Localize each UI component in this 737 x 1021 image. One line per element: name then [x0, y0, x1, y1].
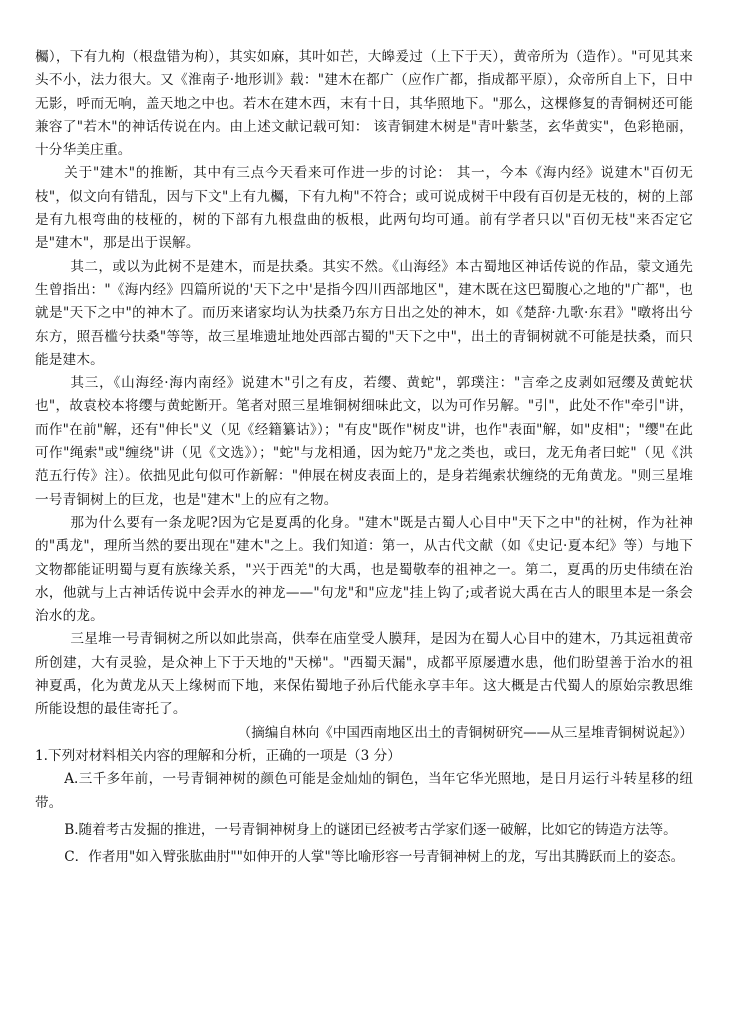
paragraph-5: 那为什么要有一条龙呢?因为它是夏禹的化身。"建木"既是古蜀人心目中"天下之中"的社树，作为社神的"禹龙"，理所当然的要出现在"建木"之上。我们知道：第一，从古代文献（如《史记·夏本纪》等）与地下文物都能证明蜀与夏有族缘关系，"兴于西羌"的大禹，也是蜀敬奉的祖神之一。第二，夏禹的历史伟绩在治水，他就与上古神话传说中会弄水的神龙——"句龙"和"应龙"挂上钩了;或者说大禹在古人的眼里本是一条会治水的龙。 — [35, 514, 693, 625]
option-b: B.随着考古发掘的推进，一号青铜神树身上的谜团已经被考古学家们逐一破解，比如它的铸造方法等。 — [64, 821, 677, 838]
option-c: C．作者用"如入臂张肱曲肘""如伸开的人掌"等比喻形容一号青铜神树上的龙，写出其腾跃而上的姿态。 — [64, 849, 685, 866]
question-stem: 1.下列对材料相关内容的理解和分析，正确的一项是（3 分） — [35, 747, 401, 764]
paragraph-6: 三星堆一号青铜树之所以如此崇高，供奉在庙堂受人膜拜，是因为在蜀人心目中的建木，乃其远祖黄帝所创建，大有灵验，是众神上下于天地的"天梯"。"西蜀天漏"，成都平原屡遭水患，他们盼望善于治水的祖神夏禹，化为黄龙从天上缘树而下地，来保佑蜀地子孙后代能永享丰年。这大概是古代蜀人的原始宗教思维所能设想的最佳寄托了。 — [35, 631, 693, 718]
paragraph-3: 其二，或以为此树不是建木，而是扶桑。其实不然。《山海经》本古蜀地区神话传说的作品，蒙文通先生曾指出："《海内经》四篇所说的'天下之中'是指今四川西部地区"，建木既在这巴蜀腹心之地的"广都"，也就是"天下之中"的神木了。而历来诸家均认为扶桑乃东方日出之处的神木，如《楚辞·九歌·东君》"暾将出兮东方，照吾槛兮扶桑"等等，故三星堆遗址地处西部古蜀的"天下之中"，出土的青铜树就不可能是扶桑，而只能是建木。 — [35, 258, 693, 368]
paragraph-4: 其三，《山海经·海内南经》说建木"引之有皮，若缨、黄蛇"，郭璞注："言牵之皮剥如冠缨及黄蛇状也"，故袁校本将缨与黄蛇断开。笔者对照三星堆铜树细味此文，以为可作另解。"引"，此处不作"牵引"讲，而作"在前"解，还有"伸长"义（见《经籍纂诂》）；"有皮"既作"树皮"讲，也作"表面"解，如"皮相"；"缨"在此可作"绳索"或"缠绕"讲（见《文选》）；"蛇"与龙相通，因为蛇乃"龙之类也，或曰，龙无角者曰蛇"（见《洪范五行传》注）。依拙见此句似可作新解："伸展在树皮表面上的，是身若绳索状缠绕的无角黄龙。"则三星堆一号青铜树上的巨龙，也是"建木"上的应有之物。 — [35, 375, 693, 508]
option-a: A.三千多年前，一号青铜神树的颜色可能是金灿灿的铜色，当年它华光照地，是日月运行斗转星移的纽带。 — [35, 771, 693, 811]
paragraph-1: 欘），下有九枸（根盘错为枸），其实如麻，其叶如芒，大皞爰过（上下于天），黄帝所为（造作）。"可见其来头不小，法力很大。又《淮南子·地形训》载："建木在都广（应作广都，指成都平原），众帝所自上下，日中无影，呼而无响，盖天地之中也。若木在建木西，末有十日，其华照地下。"那么，这棵修复的青铜树还可能兼容了"若木"的神话传说在内。由上述文献记载可知： 该青铜建木树是"青叶紫茎，玄华黄实"，色彩艳丽，十分华美庄重。 — [35, 49, 693, 159]
source-citation: （摘编自林向《中国西南地区出土的青铜树研究——从三星堆青铜树说起》） — [237, 724, 693, 741]
paragraph-2: 关于"建木"的推断，其中有三点今天看来可作进一步的讨论： 其一，今本《海内经》说建木"百仞无枝"，似文向有错乱，因与下文"上有九欘，下有九枸"不符合；或可说成树干中段有百仞是无枝的，树的上部是有九根弯曲的枝桠的，树的下部有九根盘曲的板根，此两句均可通。前有学者只以"百仞无枝"来否定它是"建木"，那是出于误解。 — [35, 165, 693, 252]
